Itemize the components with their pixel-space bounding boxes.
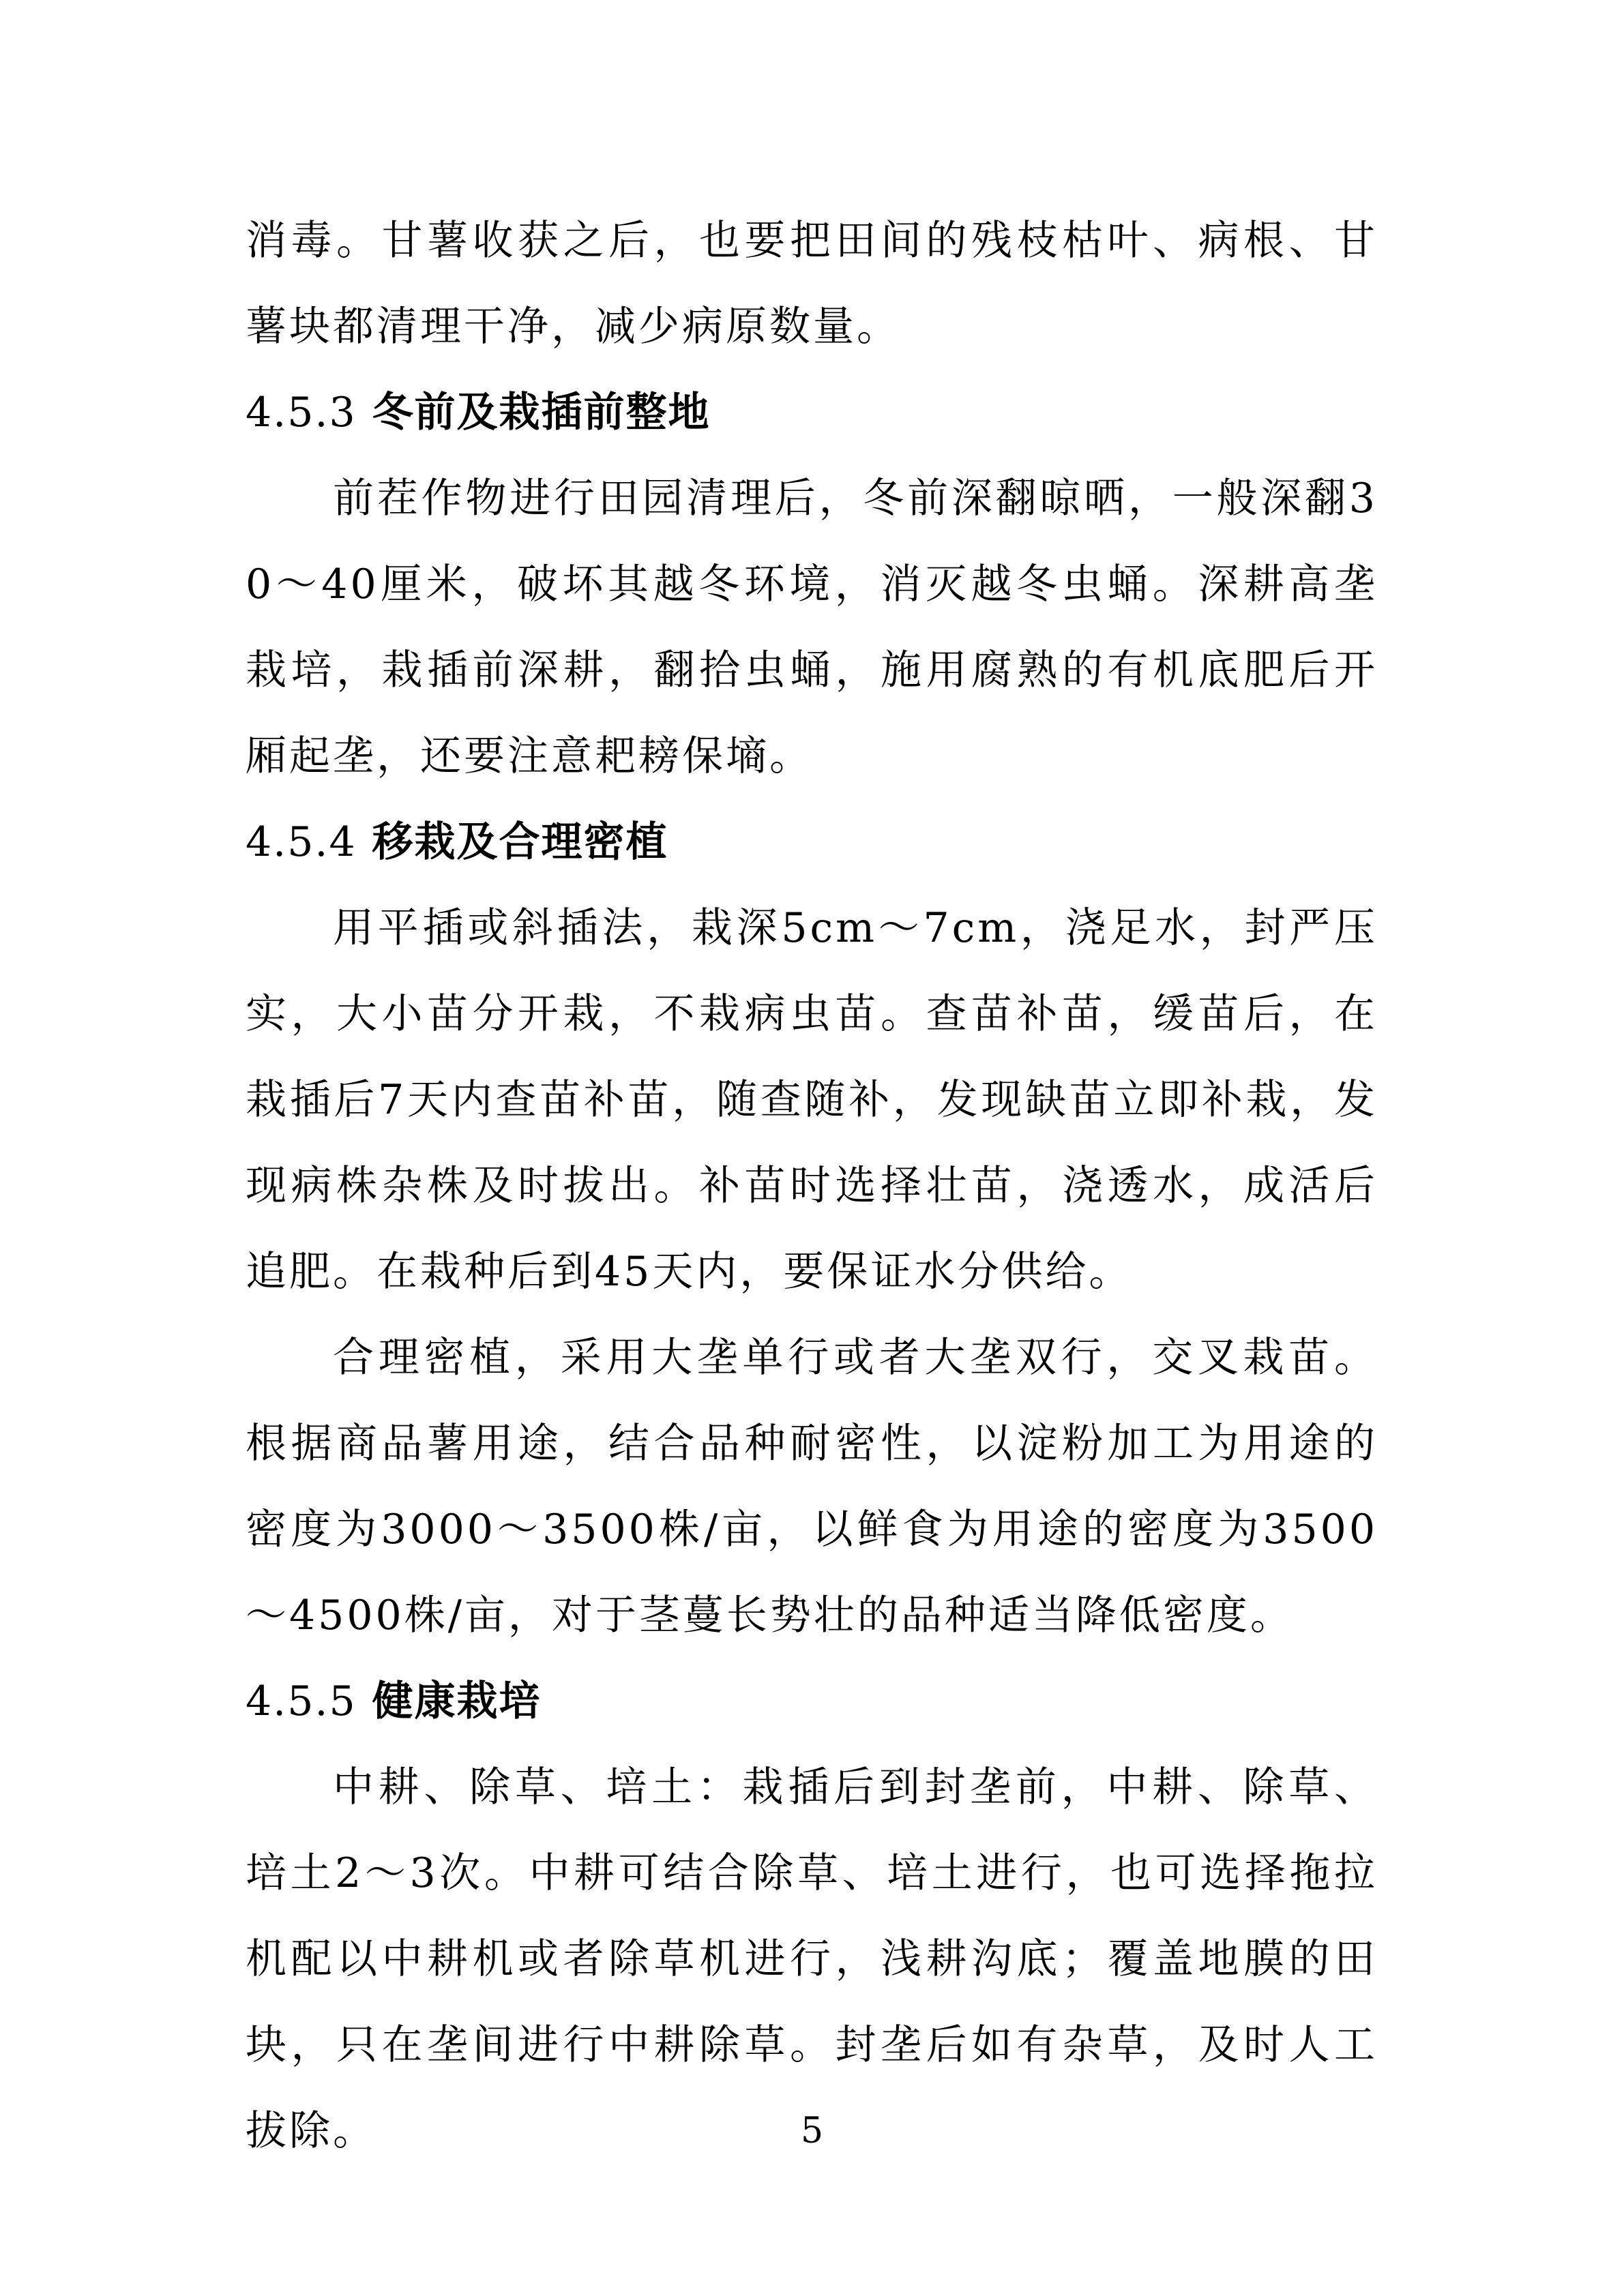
section-heading-4-5-3 bbox=[246, 370, 1378, 456]
section-title: 移栽及合理密植 bbox=[372, 818, 668, 866]
section-number: 4.5.4 bbox=[246, 818, 357, 866]
page-content bbox=[246, 198, 1378, 2174]
paragraph-land-preparation: 前茬作物进行田园清理后，冬前深翻晾晒，一般深翻30～40厘米，破坏其越冬环境，消灭越冬虫蛹。深耕高垄栽培，栽插前深耕，翻拾虫蛹，施用腐熟的有机底肥后开厢起垄，还要注意耙耪保墒。 bbox=[246, 475, 1378, 780]
section-title: 健康栽培 bbox=[372, 1678, 542, 1725]
section-heading-4-5-5 bbox=[246, 1658, 1378, 1744]
section-title: 冬前及栽插前整地 bbox=[372, 389, 711, 436]
continuation-paragraph: 消毒。甘薯收获之后，也要把田间的残枝枯叶、病根、甘薯块都清理干净，减少病原数量。 bbox=[246, 217, 1378, 351]
section-number: 4.5.3 bbox=[246, 389, 357, 436]
page-number: 5 bbox=[800, 2111, 824, 2151]
paragraph-planting-density: 合理密植，采用大垄单行或者大垄双行，交叉栽苗。根据商品薯用途，结合品种耐密性，以淀粉加工为用途的密度为3000～3500株/亩，以鲜食为用途的密度为3500～4500株/亩，对于茎蔓长势壮的品种适当降低密度。 bbox=[246, 1334, 1378, 1639]
paragraph-healthy-cultivation: 中耕、除草、培土：栽插后到封垄前，中耕、除草、培土2～3次。中耕可结合除草、培土进行，也可选择拖拉机配以中耕机或者除草机进行，浅耕沟底；覆盖地膜的田块，只在垄间进行中耕除草。封垄后如有杂草，及时人工拔除。 bbox=[246, 1763, 1378, 2155]
section-number: 4.5.5 bbox=[246, 1678, 357, 1725]
section-heading-4-5-4 bbox=[246, 799, 1378, 885]
paragraph-transplanting: 用平插或斜插法，栽深5cm～7cm，浇足水，封严压实，大小苗分开栽，不栽病虫苗。查苗补苗，缓苗后，在栽插后7天内查苗补苗，随查随补，发现缺苗立即补栽，发现病株杂株及时拔出。补苗时选择壮苗，浇透水，成活后追肥。在栽种后到45天内，要保证水分供给。 bbox=[246, 904, 1378, 1296]
